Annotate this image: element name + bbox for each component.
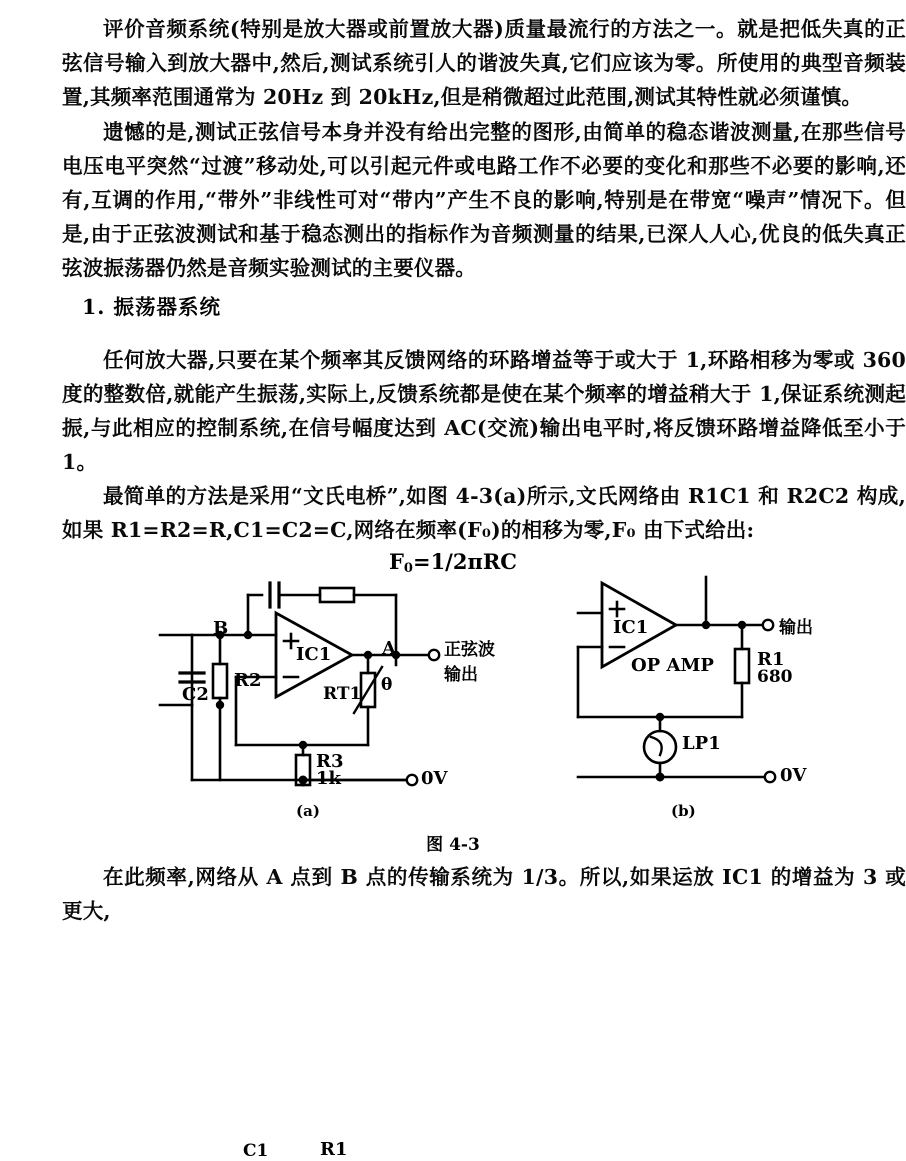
paragraph-2 — [62, 115, 906, 285]
label-r3: R3 — [316, 751, 344, 772]
paragraph-1-text: 评价音频系统(特别是放大器或前置放大器)质量最流行的方法之一。就是把低失真的正弦信号输入到放大器中,然后,测试系统引人的谐波失真,它们应该为零。所使用的典型音频装置,其频率范围通常为 20Hz 到 20kHz,但是稍微超过此范围,测试其特性就必须谨慎。 — [62, 17, 906, 109]
subcaption-a: (a) — [296, 802, 320, 820]
label-lp1: LP1 — [682, 733, 721, 754]
paragraph-4-text: 最简单的方法是采用“文氏电桥”,如图 4-3(a)所示,文氏网络由 R1C1 和 R2C2 构成,如果 R1=R2=R,C1=C2=C,网络在频率(F₀)的相移为零,F₀ 由下式给出: — [62, 484, 906, 542]
label-node-b: B — [213, 618, 229, 639]
label-r1-b-value: 680 — [757, 667, 793, 687]
paragraph-4 — [62, 479, 906, 547]
label-r2: R2 — [234, 670, 262, 691]
label-ic1-b: IC1 — [613, 617, 649, 638]
label-op-amp: OP AMP — [631, 655, 714, 676]
label-ground-a: 0V — [421, 768, 448, 789]
paragraph-1 — [62, 12, 906, 114]
label-r3-value: 1k — [316, 768, 341, 789]
figure-caption: 图 4-3 — [426, 835, 480, 855]
label-output-a-line2: 输出 — [444, 665, 478, 685]
label-ground-b: 0V — [780, 765, 807, 786]
label-c2: C2 — [182, 684, 209, 705]
circuit-diagram-a-svg — [0, 565, 906, 815]
label-r1: R1 — [320, 1139, 348, 1160]
paragraph-3 — [62, 343, 906, 479]
paragraph-5 — [62, 860, 906, 928]
formula-text: $F_0=1/2\pi RC$ — [388, 549, 517, 576]
section-heading-oscillator-system: 1. 振荡器系统 — [82, 295, 222, 319]
label-node-a: A — [382, 638, 396, 659]
label-output-b: 输出 — [779, 618, 813, 638]
label-rt1-theta-symbol: θ — [381, 675, 393, 695]
paragraph-3-text: 任何放大器,只要在某个频率其反馈网络的环路增益等于或大于 1,环路相移为零或 360 度的整数倍,就能产生振荡,实际上,反馈系统都是使在某个频率的增益稍大于 1,保证系统测起振,与此相应的控制系统,在信号幅度达到 AC(交流)输出电平时,将反馈环路增益降低至小于 1。 — [62, 348, 906, 474]
paragraph-5-text: 在此频率,网络从 A 点到 B 点的传输系统为 1/3。所以,如果运放 IC1 的增益为 3 或更大, — [62, 865, 906, 923]
paragraph-2-text: 遗憾的是,测试正弦信号本身并没有给出完整的图形,由简单的稳态谐波测量,在那些信号电压电平突然“过渡”移动处,可以引起元件或电路工作不必要的变化和那些不必要的影响,还有,互调的作用,“带外”非线性可对“带内”产生不良的影响,特别是在带宽“噪声”情况下。但是,由于正弦波测试和基于稳态测出的指标作为音频测量的结果,已深人人心,优良的低失真正弦波振荡器仍然是音频实验测试的主要仪器。 — [62, 120, 906, 280]
label-r1-b: R1 — [757, 649, 785, 670]
subcaption-b: (b) — [671, 802, 696, 820]
label-rt1: RT1 — [323, 684, 362, 704]
label-ic1-a: IC1 — [296, 644, 332, 665]
label-c1: C1 — [243, 1141, 269, 1161]
label-output-a-line1: 正弦波 — [444, 640, 495, 660]
